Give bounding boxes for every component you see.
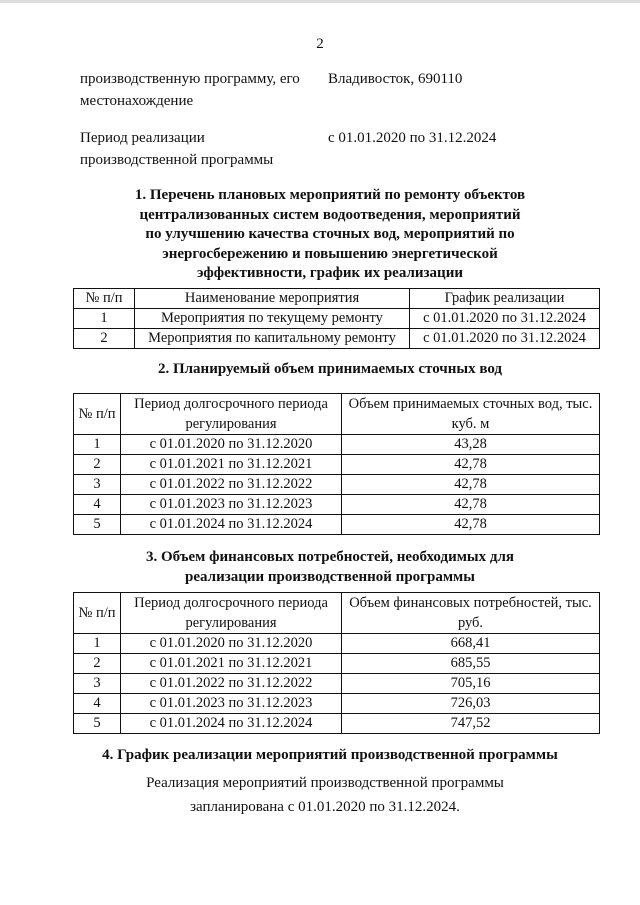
table-cell: 43,28	[342, 435, 600, 455]
table-cell: 4	[74, 694, 121, 714]
table-row	[74, 329, 600, 349]
table-header-row	[74, 593, 600, 634]
table-cell: 3	[74, 475, 121, 495]
table-cell: с 01.01.2020 по 31.12.2020	[121, 435, 342, 455]
title-line: по улучшению качества сточных вод, мероприятий по	[145, 226, 515, 242]
section3-title	[60, 548, 600, 587]
table-cell: с 01.01.2023 по 31.12.2023	[121, 694, 342, 714]
title-line: энергосбережению и повышению энергетической	[162, 245, 498, 262]
title-line: 3. Объем финансовых потребностей, необходимых для	[145, 549, 515, 565]
table-row	[74, 475, 600, 495]
table-cell: 1	[74, 309, 135, 329]
header-cell: Объем принимаемых сточных вод, тыс. куб. м	[342, 394, 600, 435]
table-cell: 1	[74, 435, 121, 455]
table-cell: с 01.01.2024 по 31.12.2024	[121, 515, 342, 535]
table-cell: с 01.01.2022 по 31.12.2022	[121, 674, 342, 694]
table-row	[74, 654, 600, 674]
info-label-line: производственную программу, его	[80, 71, 300, 87]
table-cell: 685,55	[342, 654, 600, 674]
title-line: 1. Перечень плановых мероприятий по ремонту объектов	[134, 187, 526, 203]
table-cell: 42,78	[342, 475, 600, 495]
table-cell: 2	[74, 329, 135, 349]
table-header-row	[74, 394, 600, 435]
table-cell: 42,78	[342, 515, 600, 535]
table-cell: 2	[74, 654, 121, 674]
header-cell: Объем финансовых потребностей, тыс. руб.	[342, 593, 600, 634]
table-row	[74, 435, 600, 455]
wastewater-volume-table	[73, 393, 600, 535]
table-row	[74, 455, 600, 475]
table-cell: 1	[74, 634, 121, 654]
header-cell: № п/п	[74, 593, 121, 634]
table-cell: с 01.01.2020 по 31.12.2024	[410, 309, 600, 329]
info-value-location: Владивосток, 690110	[328, 71, 463, 87]
header-cell: № п/п	[74, 394, 121, 435]
financial-needs-table	[73, 592, 600, 734]
table-cell: с 01.01.2021 по 31.12.2021	[121, 654, 342, 674]
table-cell: с 01.01.2020 по 31.12.2020	[121, 634, 342, 654]
table-row	[74, 309, 600, 329]
info-label-line: производственной программы	[80, 152, 274, 168]
section4-text	[60, 771, 590, 819]
measures-table	[73, 288, 600, 349]
info-label-period	[80, 127, 273, 171]
info-label-line: местонахождение	[80, 93, 194, 109]
table-row	[74, 694, 600, 714]
table-cell: с 01.01.2023 по 31.12.2023	[121, 495, 342, 515]
header-cell: Период долгосрочного периода регулирования	[121, 593, 342, 634]
section4-title: 4. График реализации мероприятий производственной программы	[102, 747, 558, 763]
header-cell: Наименование мероприятия	[135, 289, 410, 309]
table-row	[74, 674, 600, 694]
table-cell: 2	[74, 455, 121, 475]
table-cell: с 01.01.2022 по 31.12.2022	[121, 475, 342, 495]
title-line: реализации производственной программы	[185, 568, 475, 585]
title-line: эффективности, график их реализации	[197, 265, 463, 281]
table-header-row	[74, 289, 600, 309]
info-value-period: с 01.01.2020 по 31.12.2024	[328, 130, 497, 146]
table-cell: Мероприятия по капитальному ремонту	[135, 329, 410, 349]
table-row	[74, 495, 600, 515]
header-cell: Период долгосрочного периода регулирования	[121, 394, 342, 435]
table-row	[74, 634, 600, 654]
table-cell: 668,41	[342, 634, 600, 654]
title-line: централизованных систем водоотведения, мероприятий	[139, 206, 521, 223]
section1-title	[60, 186, 600, 284]
table-row	[74, 515, 600, 535]
scan-edge	[0, 0, 640, 3]
paragraph-line: запланирована с 01.01.2020 по 31.12.2024.	[190, 799, 460, 815]
table-cell: 4	[74, 495, 121, 515]
table-cell: 705,16	[342, 674, 600, 694]
table-cell: с 01.01.2021 по 31.12.2021	[121, 455, 342, 475]
table-cell: 5	[74, 714, 121, 734]
header-cell: График реализации	[410, 289, 600, 309]
table-cell: 42,78	[342, 455, 600, 475]
table-row	[74, 714, 600, 734]
header-cell: № п/п	[74, 289, 135, 309]
section2-title: 2. Планируемый объем принимаемых сточных вод	[157, 361, 503, 377]
paragraph-line: Реализация мероприятий производственной программы	[146, 775, 504, 791]
table-cell: Мероприятия по текущему ремонту	[135, 309, 410, 329]
page-number: 2	[316, 36, 324, 52]
info-label-location	[80, 68, 300, 112]
info-label-line: Период реализации	[80, 130, 205, 146]
table-cell: 3	[74, 674, 121, 694]
table-cell: с 01.01.2020 по 31.12.2024	[410, 329, 600, 349]
table-cell: 747,52	[342, 714, 600, 734]
table-cell: 42,78	[342, 495, 600, 515]
table-cell: 5	[74, 515, 121, 535]
table-cell: 726,03	[342, 694, 600, 714]
table-cell: с 01.01.2024 по 31.12.2024	[121, 714, 342, 734]
